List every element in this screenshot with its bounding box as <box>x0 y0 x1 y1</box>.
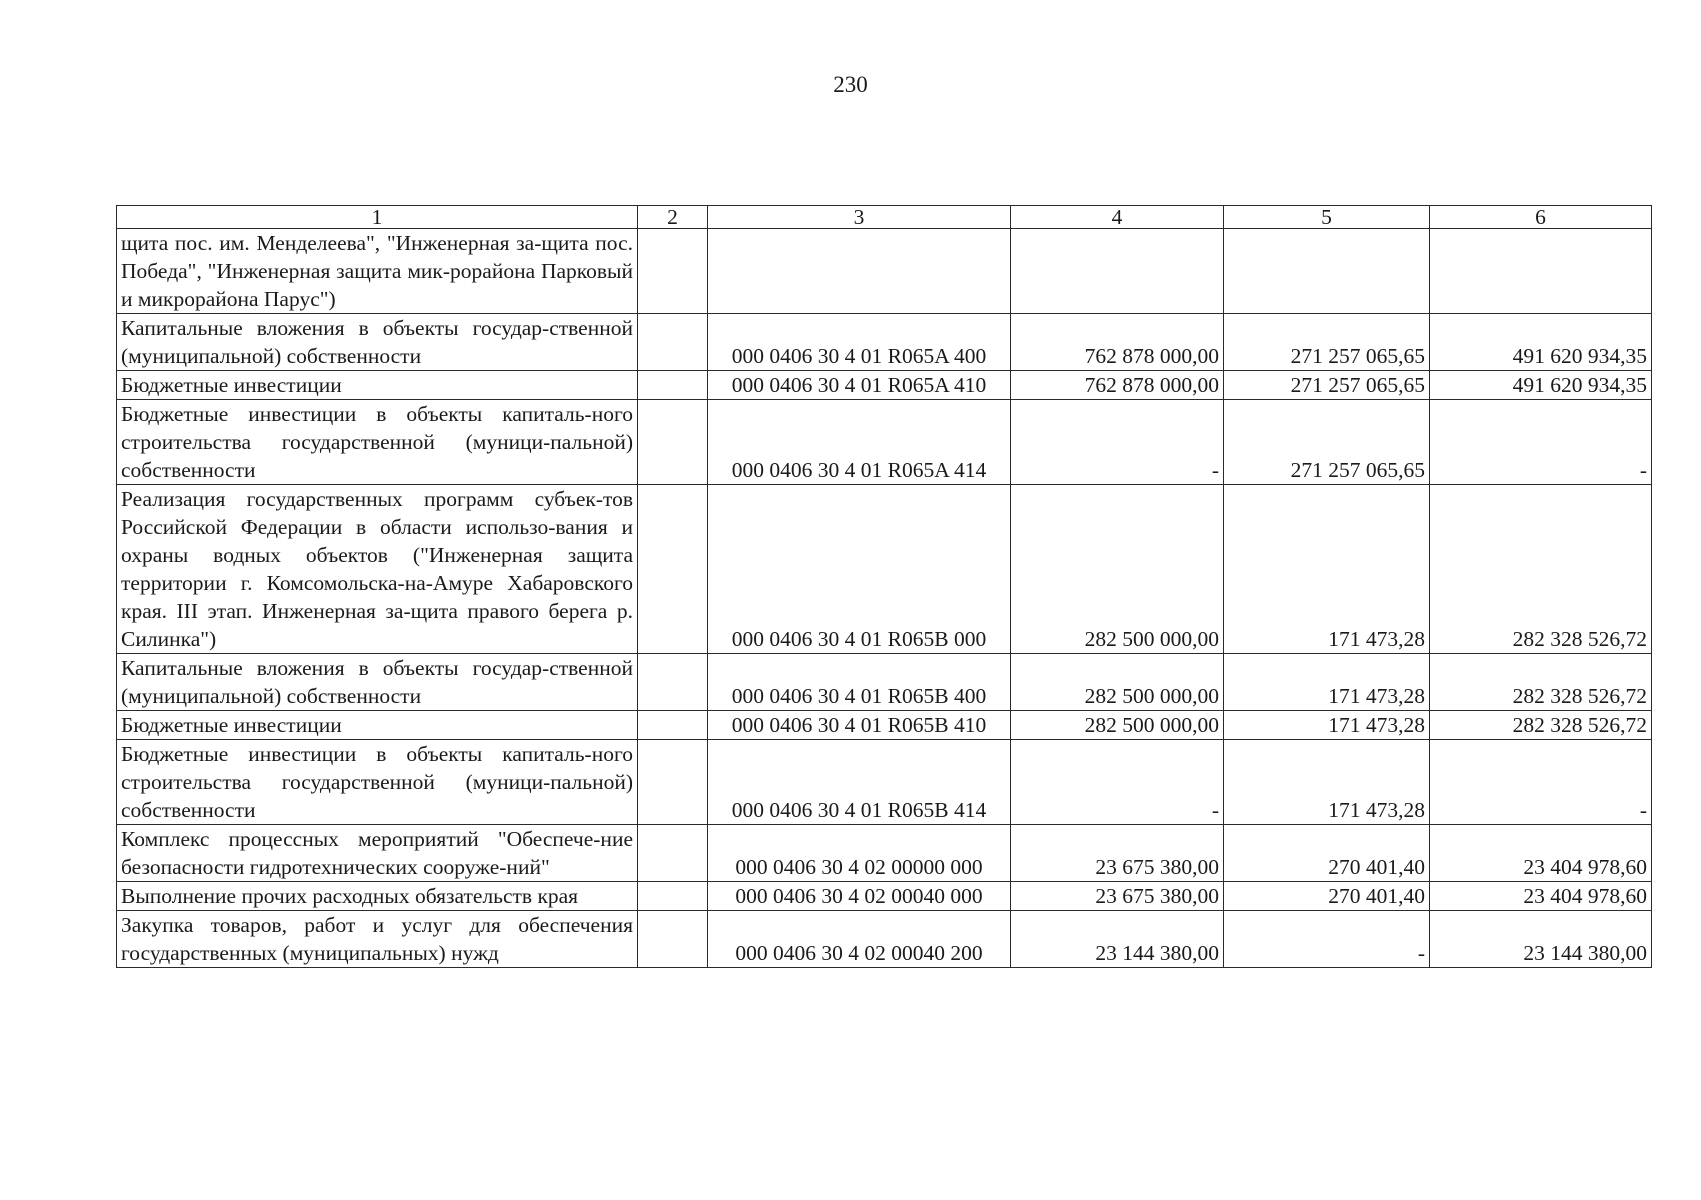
table-body <box>117 229 1652 968</box>
row-code <box>708 229 1011 314</box>
row-value-5: 171 473,28 <box>1224 654 1430 711</box>
row-value-4: - <box>1011 740 1224 825</box>
row-value-4: 762 878 000,00 <box>1011 314 1224 371</box>
table-row <box>117 825 1652 882</box>
row-value-5: 271 257 065,65 <box>1224 400 1430 485</box>
row-code: 000 0406 30 4 02 00000 000 <box>708 825 1011 882</box>
row-code: 000 0406 30 4 01 R065A 400 <box>708 314 1011 371</box>
table-row <box>117 485 1652 654</box>
row-value-6: - <box>1430 740 1652 825</box>
column-header-3: 3 <box>708 206 1011 229</box>
column-number-header-row <box>117 206 1652 229</box>
row-col2 <box>638 740 708 825</box>
table-row <box>117 400 1652 485</box>
table-row <box>117 711 1652 740</box>
row-name: щита пос. им. Менделеева", "Инженерная за-щита пос. Победа", "Инженерная защита мик-рорайона Парковый и микрорайона Парус") <box>117 229 638 314</box>
row-value-5: - <box>1224 911 1430 968</box>
row-col2 <box>638 400 708 485</box>
budget-table <box>116 205 1652 968</box>
row-name: Бюджетные инвестиции в объекты капиталь-ного строительства государственной (муници-пальной) собственности <box>117 740 638 825</box>
row-value-4: 282 500 000,00 <box>1011 711 1224 740</box>
row-name: Бюджетные инвестиции в объекты капиталь-ного строительства государственной (муници-пальной) собственности <box>117 400 638 485</box>
row-value-4: 23 675 380,00 <box>1011 882 1224 911</box>
table-row <box>117 654 1652 711</box>
row-code: 000 0406 30 4 01 R065B 414 <box>708 740 1011 825</box>
row-value-5: 171 473,28 <box>1224 711 1430 740</box>
row-name: Комплекс процессных мероприятий "Обеспече-ние безопасности гидротехнических сооруже-ний" <box>117 825 638 882</box>
row-value-4: - <box>1011 400 1224 485</box>
table-row <box>117 314 1652 371</box>
row-value-4: 282 500 000,00 <box>1011 654 1224 711</box>
column-header-6: 6 <box>1430 206 1652 229</box>
row-value-5 <box>1224 229 1430 314</box>
row-name: Реализация государственных программ субъек-тов Российской Федерации в области использо-вания и охраны водных объектов ("Инженерная защита территории г. Комсомольска-на-Амуре Хабаровского края. III этап. Инженерная за-щита правого берега р. Силинка") <box>117 485 638 654</box>
row-code: 000 0406 30 4 02 00040 000 <box>708 882 1011 911</box>
row-value-6: 491 620 934,35 <box>1430 371 1652 400</box>
row-code: 000 0406 30 4 01 R065A 414 <box>708 400 1011 485</box>
row-value-5: 270 401,40 <box>1224 882 1430 911</box>
table-row <box>117 911 1652 968</box>
row-value-6: 23 144 380,00 <box>1430 911 1652 968</box>
row-value-4: 762 878 000,00 <box>1011 371 1224 400</box>
row-name: Выполнение прочих расходных обязательств края <box>117 882 638 911</box>
row-code: 000 0406 30 4 02 00040 200 <box>708 911 1011 968</box>
row-value-5: 270 401,40 <box>1224 825 1430 882</box>
row-value-6: 491 620 934,35 <box>1430 314 1652 371</box>
row-name: Бюджетные инвестиции <box>117 371 638 400</box>
row-col2 <box>638 314 708 371</box>
row-col2 <box>638 911 708 968</box>
row-col2 <box>638 229 708 314</box>
row-value-4 <box>1011 229 1224 314</box>
row-col2 <box>638 825 708 882</box>
row-name: Бюджетные инвестиции <box>117 711 638 740</box>
row-value-6: 282 328 526,72 <box>1430 654 1652 711</box>
row-value-4: 23 675 380,00 <box>1011 825 1224 882</box>
row-code: 000 0406 30 4 01 R065B 400 <box>708 654 1011 711</box>
row-value-6: 282 328 526,72 <box>1430 485 1652 654</box>
row-code: 000 0406 30 4 01 R065A 410 <box>708 371 1011 400</box>
row-name: Закупка товаров, работ и услуг для обеспечения государственных (муниципальных) нужд <box>117 911 638 968</box>
row-col2 <box>638 654 708 711</box>
column-header-2: 2 <box>638 206 708 229</box>
row-col2 <box>638 485 708 654</box>
table-row <box>117 229 1652 314</box>
table-row <box>117 740 1652 825</box>
page-number: 230 <box>833 72 868 97</box>
row-name: Капитальные вложения в объекты государ-ственной (муниципальной) собственности <box>117 314 638 371</box>
table-row <box>117 371 1652 400</box>
row-value-5: 171 473,28 <box>1224 485 1430 654</box>
row-value-4: 23 144 380,00 <box>1011 911 1224 968</box>
row-value-6: - <box>1430 400 1652 485</box>
row-value-5: 171 473,28 <box>1224 740 1430 825</box>
row-value-6 <box>1430 229 1652 314</box>
row-value-4: 282 500 000,00 <box>1011 485 1224 654</box>
row-col2 <box>638 371 708 400</box>
column-header-1: 1 <box>117 206 638 229</box>
column-header-5: 5 <box>1224 206 1430 229</box>
row-code: 000 0406 30 4 01 R065B 000 <box>708 485 1011 654</box>
row-value-5: 271 257 065,65 <box>1224 314 1430 371</box>
row-code: 000 0406 30 4 01 R065B 410 <box>708 711 1011 740</box>
table-row <box>117 882 1652 911</box>
row-value-5: 271 257 065,65 <box>1224 371 1430 400</box>
column-header-4: 4 <box>1011 206 1224 229</box>
row-col2 <box>638 711 708 740</box>
row-name: Капитальные вложения в объекты государ-ственной (муниципальной) собственности <box>117 654 638 711</box>
row-col2 <box>638 882 708 911</box>
row-value-6: 282 328 526,72 <box>1430 711 1652 740</box>
row-value-6: 23 404 978,60 <box>1430 825 1652 882</box>
row-value-6: 23 404 978,60 <box>1430 882 1652 911</box>
